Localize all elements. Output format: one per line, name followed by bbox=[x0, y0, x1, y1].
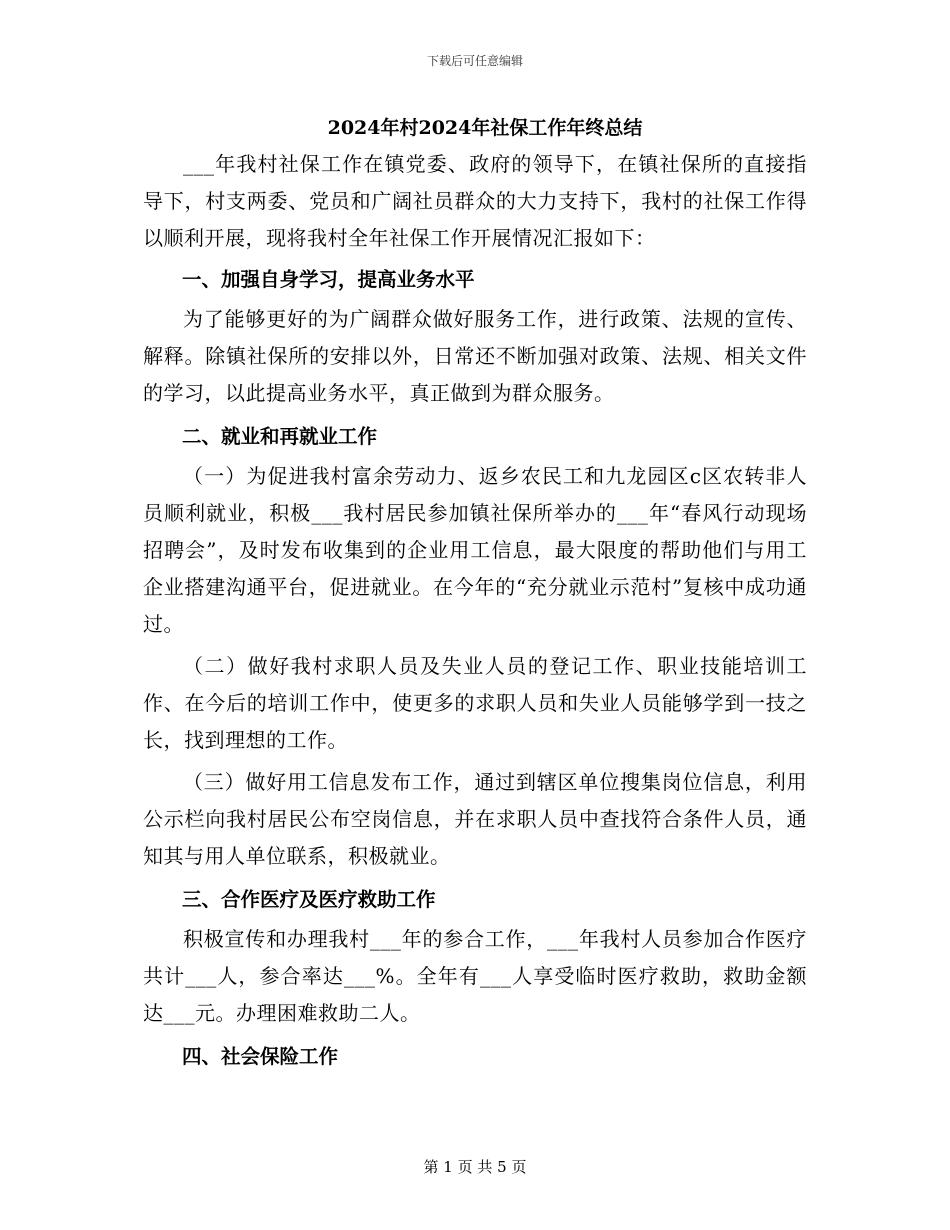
section-heading-1: 一、加强自身学习，提高业务水平 bbox=[182, 268, 475, 291]
header-note: 下载后可任意编辑 bbox=[426, 54, 523, 68]
document-title: 2024年村2024年社保工作年终总结 bbox=[327, 117, 643, 139]
section-heading-3: 三、合作医疗及医疗救助工作 bbox=[182, 888, 436, 911]
section-2-item-3: （三）做好用工信息发布工作，通过到辖区单位搜集岗位信息，利用公示栏向我村居民公布空岗信息，并在求职人员中查找符合条件人员，通知其与用人单位联系，积极就业。 bbox=[143, 770, 807, 868]
section-1-paragraph: 为了能够更好的为广阔群众做好服务工作，进行政策、法规的宣传、解释。除镇社保所的安排以外，日常还不断加强对政策、法规、相关文件的学习，以此提高业务水平，真正做到为群众服务。 bbox=[143, 307, 807, 405]
section-heading-2: 二、就业和再就业工作 bbox=[182, 425, 378, 448]
section-2-item-1: （一）为促进我村富余劳动力、返乡农民工和九龙园区c区农转非人员顺利就业，积极___我村居民参加镇社保所举办的___年“春风行动现场招聘会”，及时发布收集到的企业用工信息，最大限度的帮助他们与用工企业搭建沟通平台，促进就业。在今年的“充分就业示范村”复核中成功通过。 bbox=[143, 464, 807, 636]
document-body bbox=[143, 110, 807, 1078]
section-heading-4: 四、社会保险工作 bbox=[182, 1045, 339, 1068]
page-number: 第 1 页 共 5 页 bbox=[423, 1158, 527, 1176]
section-3-paragraph: 积极宣传和办理我村___年的参合工作，___年我村人员参加合作医疗共计___人，参合率达___%。全年有___人享受临时医疗救助，救助金额达___元。办理困难救助二人。 bbox=[143, 927, 807, 1025]
intro-paragraph: ___年我村社保工作在镇党委、政府的领导下，在镇社保所的直接指导下，村支两委、党员和广阔社员群众的大力支持下，我村的社保工作得以顺利开展，现将我村全年社保工作开展情况汇报如下： bbox=[143, 152, 807, 250]
section-2-item-2: （二）做好我村求职人员及失业人员的登记工作、职业技能培训工作、在今后的培训工作中，使更多的求职人员和失业人员能够学到一技之长，找到理想的工作。 bbox=[143, 654, 807, 752]
